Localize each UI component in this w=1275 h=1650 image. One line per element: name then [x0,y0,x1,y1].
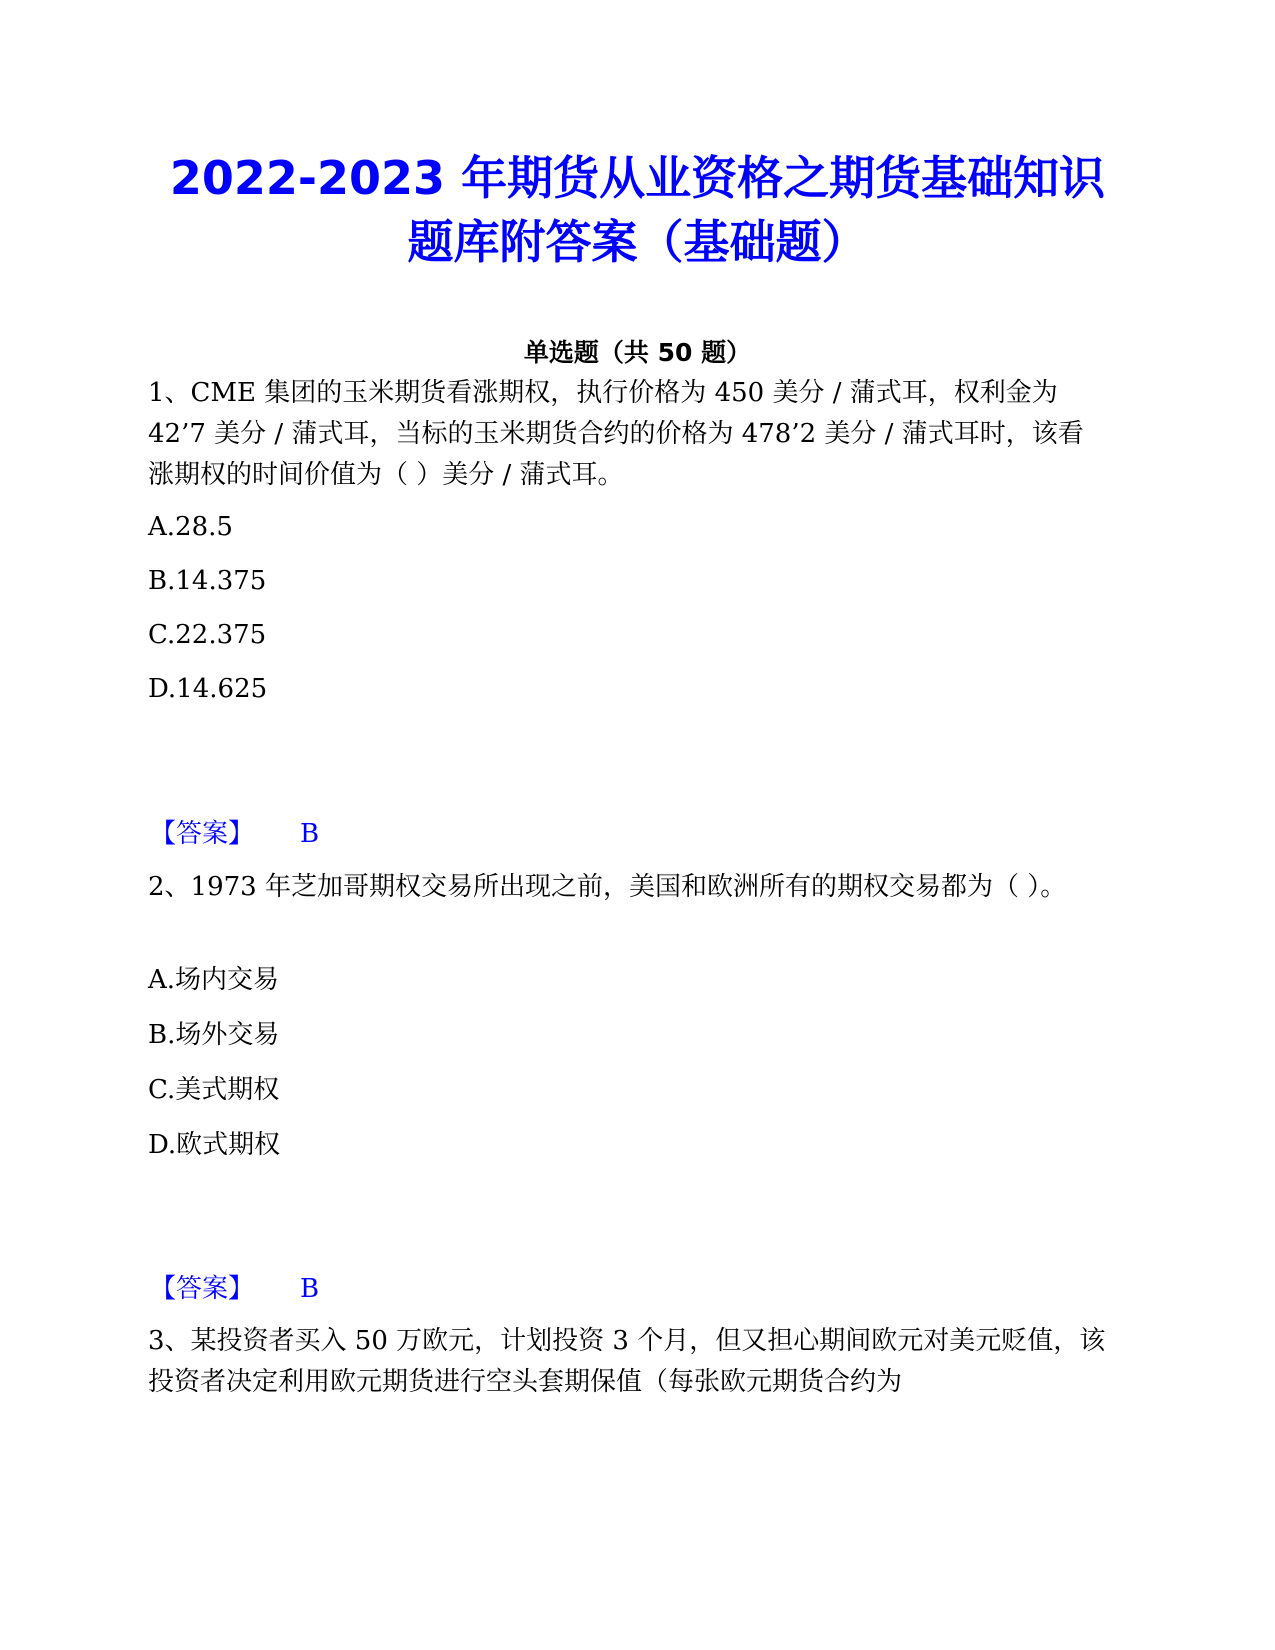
question-1-stem: 1、CME 集团的玉米期货看涨期权，执行价格为 450 美分 / 蒲式耳，权利金为 42’7 美分 / 蒲式耳，当标的玉米期货合约的价格为 478’2 美分 / 蒲式耳时，该看涨期权的时间价值为（ ）美分 / 蒲式耳。 [148,378,1084,490]
question-2-answer [150,1272,319,1306]
question-1-answer-label: 【答案】 [150,819,255,849]
section-heading: 单选题（共 50 题） [523,338,752,367]
question-1-answer-value: B [300,819,320,849]
question-2-stem: 2、1973 年芝加哥期权交易所出现之前，美国和欧洲所有的期权交易都为（ ）。 [148,872,1067,902]
question-2-option-c: C.美式期权 [148,1075,280,1105]
question-2-option-a: A.场内交易 [148,965,280,995]
document-title-line-2: 题库附答案（基础题） [407,215,868,269]
question-3-stem: 3、某投资者买入 50 万欧元，计划投资 3 个月，但又担心期间欧元对美元贬值，该投资者决定利用欧元期货进行空头套期保值（每张欧元期货合约为 [148,1326,1106,1397]
question-1-option-b: B.14.375 [148,566,267,596]
question-1-option-a: A.28.5 [148,512,233,542]
question-1-answer [150,817,319,851]
question-2-answer-label: 【答案】 [150,1274,255,1304]
question-1-option-d: D.14.625 [148,674,268,704]
question-2-answer-value: B [300,1274,320,1304]
question-2-option-b: B.场外交易 [148,1020,280,1050]
question-2-option-d: D.欧式期权 [148,1130,281,1160]
document-title [130,146,1145,274]
question-1-option-c: C.22.375 [148,620,267,650]
document-title-line-1: 2022-2023 年期货从业资格之期货基础知识 [169,151,1106,205]
